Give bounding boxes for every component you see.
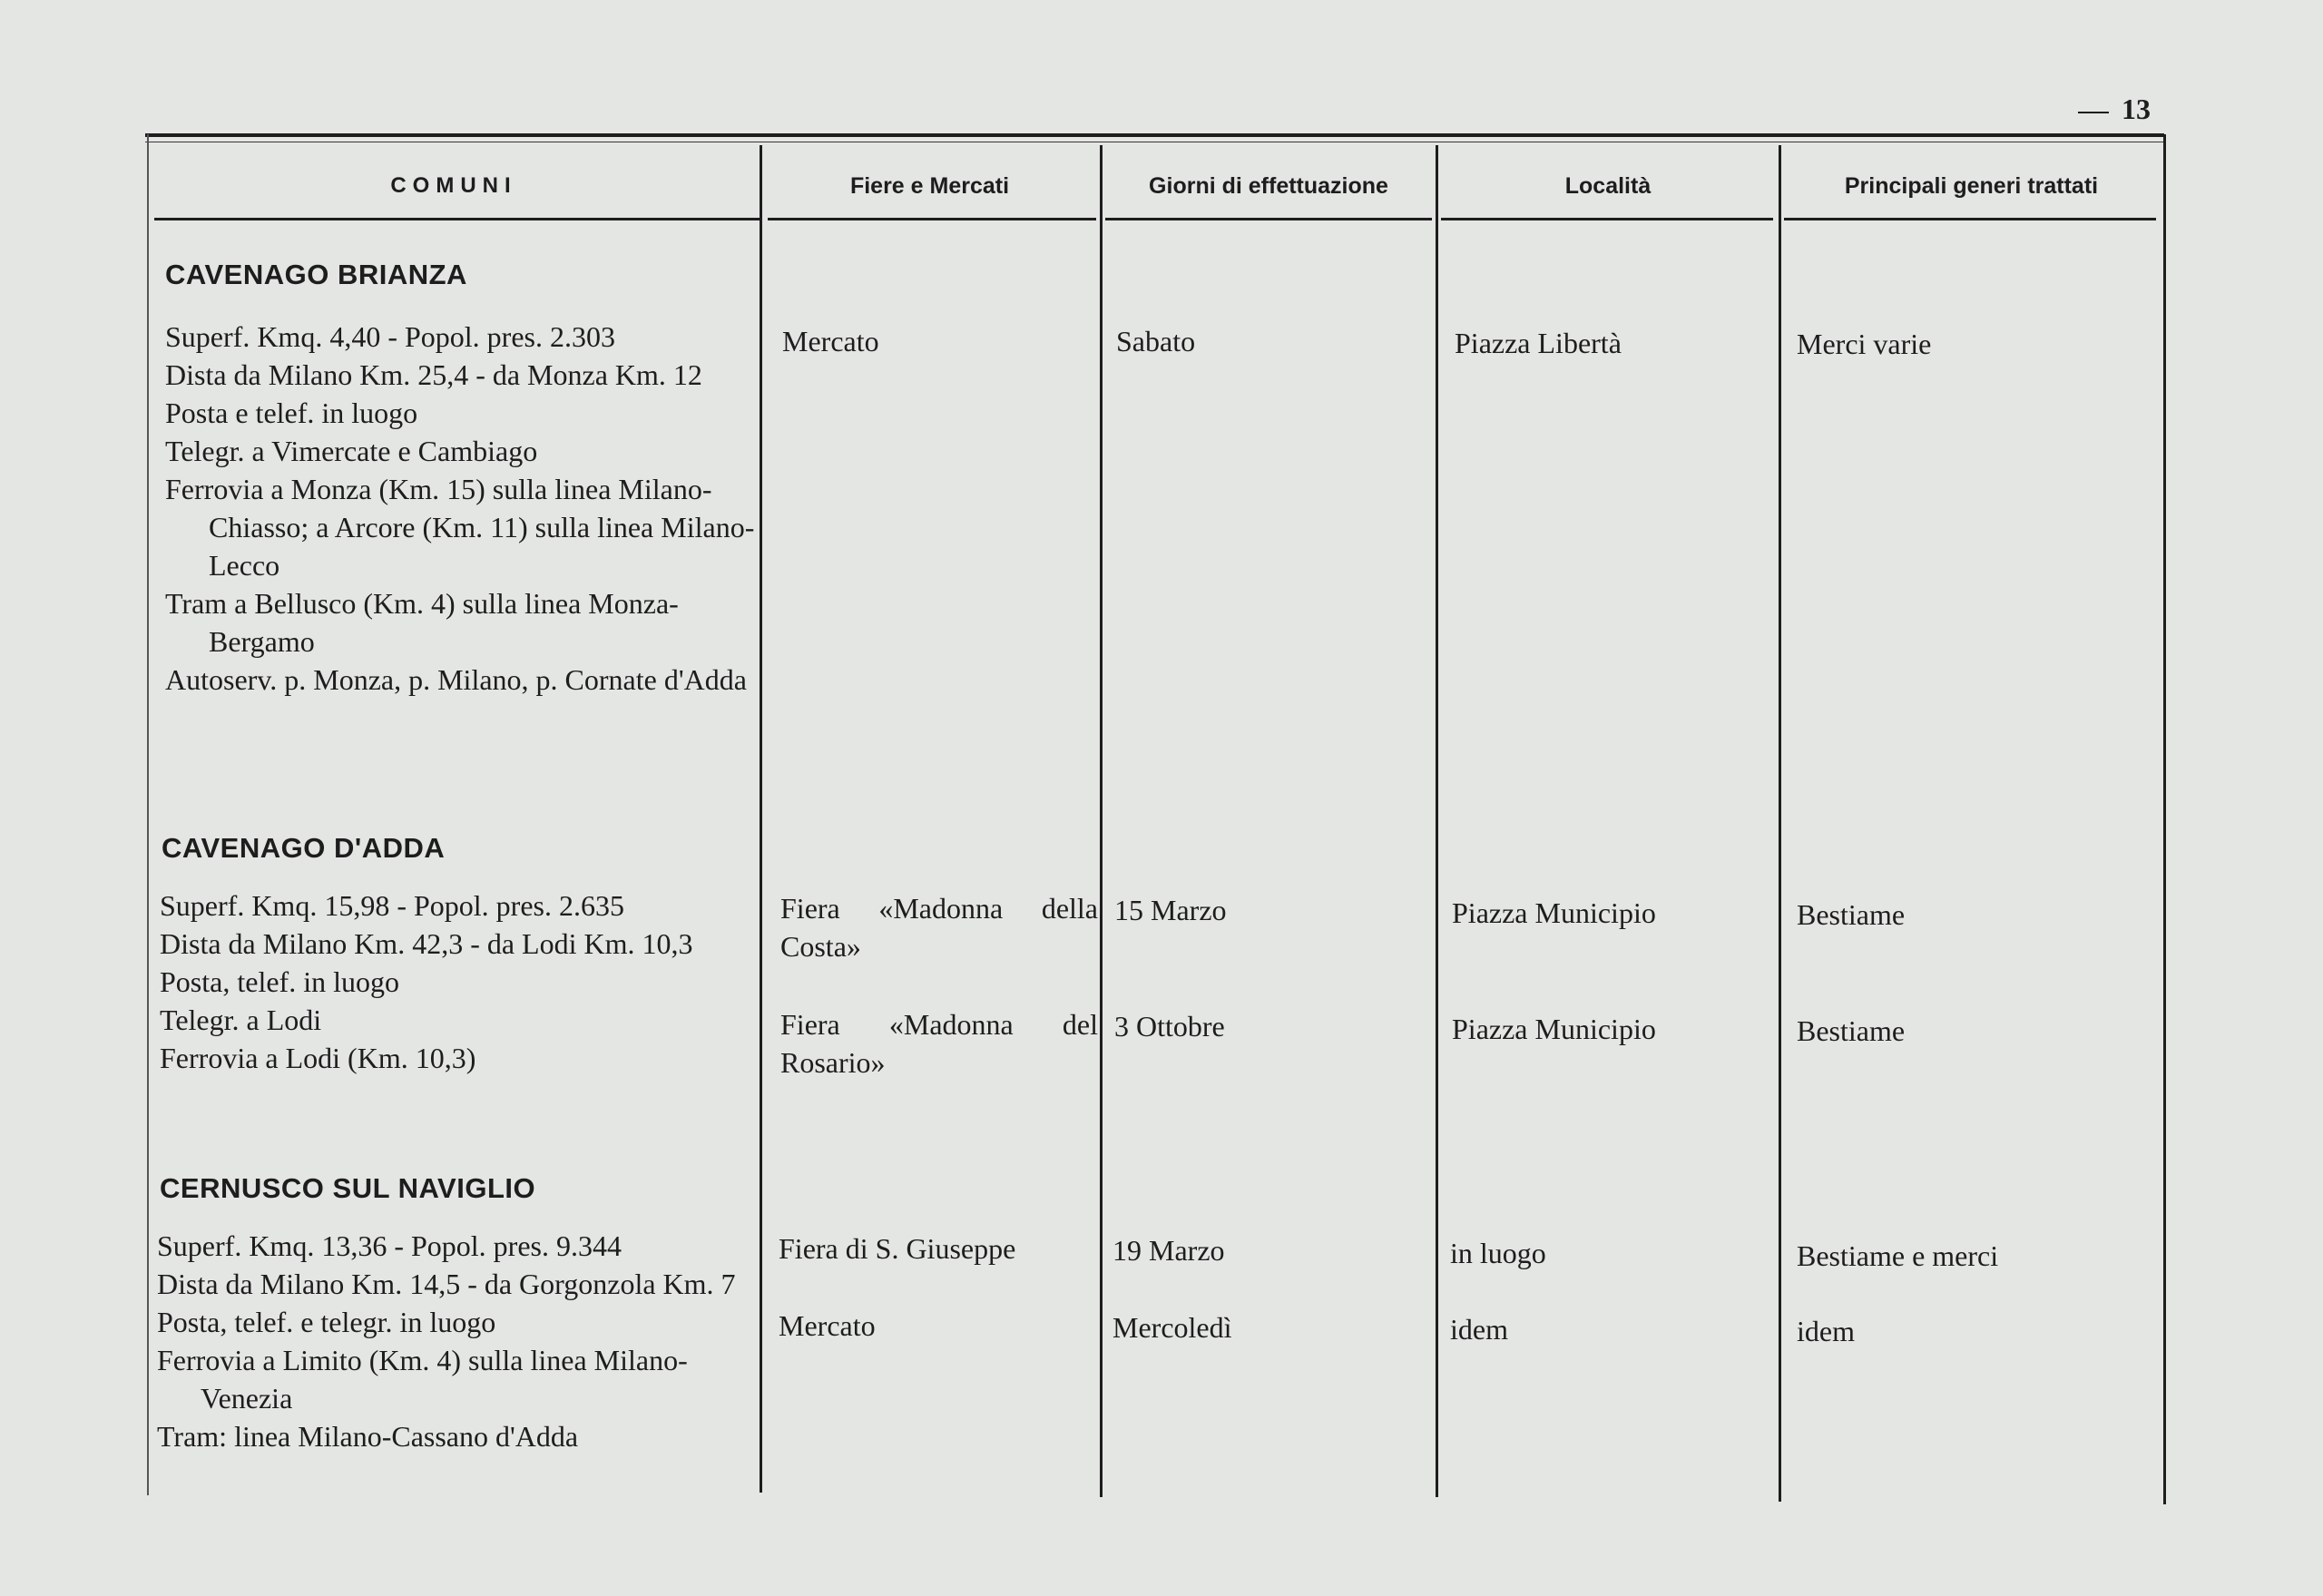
info-line: Telegr. a Lodi bbox=[160, 1004, 322, 1036]
localita-cell: Piazza Municipio bbox=[1452, 896, 1656, 929]
localita-cell: idem bbox=[1450, 1313, 1508, 1346]
info-line: Dista da Milano Km. 25,4 - da Monza Km. 12 bbox=[165, 358, 702, 391]
info-line: Superf. Kmq. 15,98 - Popol. pres. 2.635 bbox=[160, 889, 624, 922]
info-line: Dista da Milano Km. 42,3 - da Lodi Km. 10,3 bbox=[160, 927, 693, 960]
localita-cell: in luogo bbox=[1450, 1237, 1546, 1269]
fiera-cell: Mercato bbox=[782, 325, 879, 357]
info-line: Tram: linea Milano-Cassano d'Adda bbox=[157, 1420, 579, 1453]
giorno-cell: Mercoledì bbox=[1112, 1311, 1232, 1344]
header-underline-2 bbox=[768, 218, 1096, 220]
header-comuni: COMUNI bbox=[390, 173, 517, 198]
table-right-border bbox=[2163, 134, 2166, 1504]
info-line: Autoserv. p. Monza, p. Milano, p. Cornate d'Adda bbox=[165, 663, 747, 696]
table-left-border bbox=[147, 134, 149, 1495]
header-underline-4 bbox=[1441, 218, 1773, 220]
comune-name: CAVENAGO D'ADDA bbox=[162, 832, 446, 864]
header-underline-3 bbox=[1105, 218, 1432, 220]
giorno-cell: 3 Ottobre bbox=[1114, 1010, 1225, 1043]
generi-cell: Bestiame bbox=[1797, 898, 1906, 931]
localita-cell: Piazza Libertà bbox=[1455, 327, 1622, 359]
column-divider-3 bbox=[1436, 145, 1438, 1497]
column-divider-2 bbox=[1100, 145, 1103, 1497]
fiera-cell: Fiera «Madonna della Costa» bbox=[780, 892, 1098, 963]
info-line: Posta, telef. e telegr. in luogo bbox=[157, 1306, 496, 1338]
giorno-cell: Sabato bbox=[1116, 325, 1196, 357]
header-generi: Principali generi trattati bbox=[1844, 172, 2099, 199]
generi-cell: Bestiame e merci bbox=[1797, 1239, 1999, 1272]
info-line: Dista da Milano Km. 14,5 - da Gorgonzola Km. 7 bbox=[157, 1268, 736, 1300]
info-line: Ferrovia a Limito (Km. 4) sulla linea Milano-Venezia bbox=[157, 1344, 688, 1415]
info-line: Ferrovia a Lodi (Km. 10,3) bbox=[160, 1042, 476, 1074]
generi-cell: idem bbox=[1797, 1315, 1855, 1347]
info-line: Posta e telef. in luogo bbox=[165, 397, 418, 429]
column-divider-4 bbox=[1779, 145, 1781, 1502]
comune-info bbox=[160, 886, 759, 1077]
header-localita: Località bbox=[1564, 172, 1652, 199]
comune-info bbox=[157, 1227, 756, 1455]
info-line: Posta, telef. in luogo bbox=[160, 965, 399, 998]
header-underline-1 bbox=[154, 218, 760, 220]
info-line: Superf. Kmq. 13,36 - Popol. pres. 9.344 bbox=[157, 1229, 622, 1262]
header-giorni: Giorni di effettuazione bbox=[1149, 172, 1388, 199]
generi-cell: Merci varie bbox=[1797, 328, 1932, 360]
header-fiere-mercati: Fiere e Mercati bbox=[849, 172, 1010, 199]
fiera-cell: Fiera «Madonna del Rosario» bbox=[780, 1008, 1098, 1079]
giorno-cell: 19 Marzo bbox=[1112, 1234, 1225, 1267]
fiera-cell: Fiera di S. Giuseppe bbox=[779, 1232, 1016, 1265]
info-line: Ferrovia a Monza (Km. 15) sulla linea Milano-Chiasso; a Arcore (Km. 11) sulla linea Milano-Lecco bbox=[165, 473, 755, 582]
generi-cell: Bestiame bbox=[1797, 1014, 1906, 1047]
localita-cell: Piazza Municipio bbox=[1452, 1013, 1656, 1045]
comune-name: CAVENAGO BRIANZA bbox=[165, 259, 467, 290]
comune-info bbox=[165, 318, 764, 699]
fiera-cell: Mercato bbox=[779, 1309, 876, 1342]
giorno-cell: 15 Marzo bbox=[1114, 894, 1227, 926]
info-line: Telegr. a Vimercate e Cambiago bbox=[165, 435, 538, 467]
table-top-rule bbox=[145, 133, 2164, 137]
page-number: 13 bbox=[2078, 93, 2151, 126]
info-line: Tram a Bellusco (Km. 4) sulla linea Monza-Bergamo bbox=[165, 587, 679, 658]
info-line: Superf. Kmq. 4,40 - Popol. pres. 2.303 bbox=[165, 320, 615, 353]
comune-name: CERNUSCO SUL NAVIGLIO bbox=[160, 1172, 536, 1204]
header-underline-5 bbox=[1784, 218, 2156, 220]
